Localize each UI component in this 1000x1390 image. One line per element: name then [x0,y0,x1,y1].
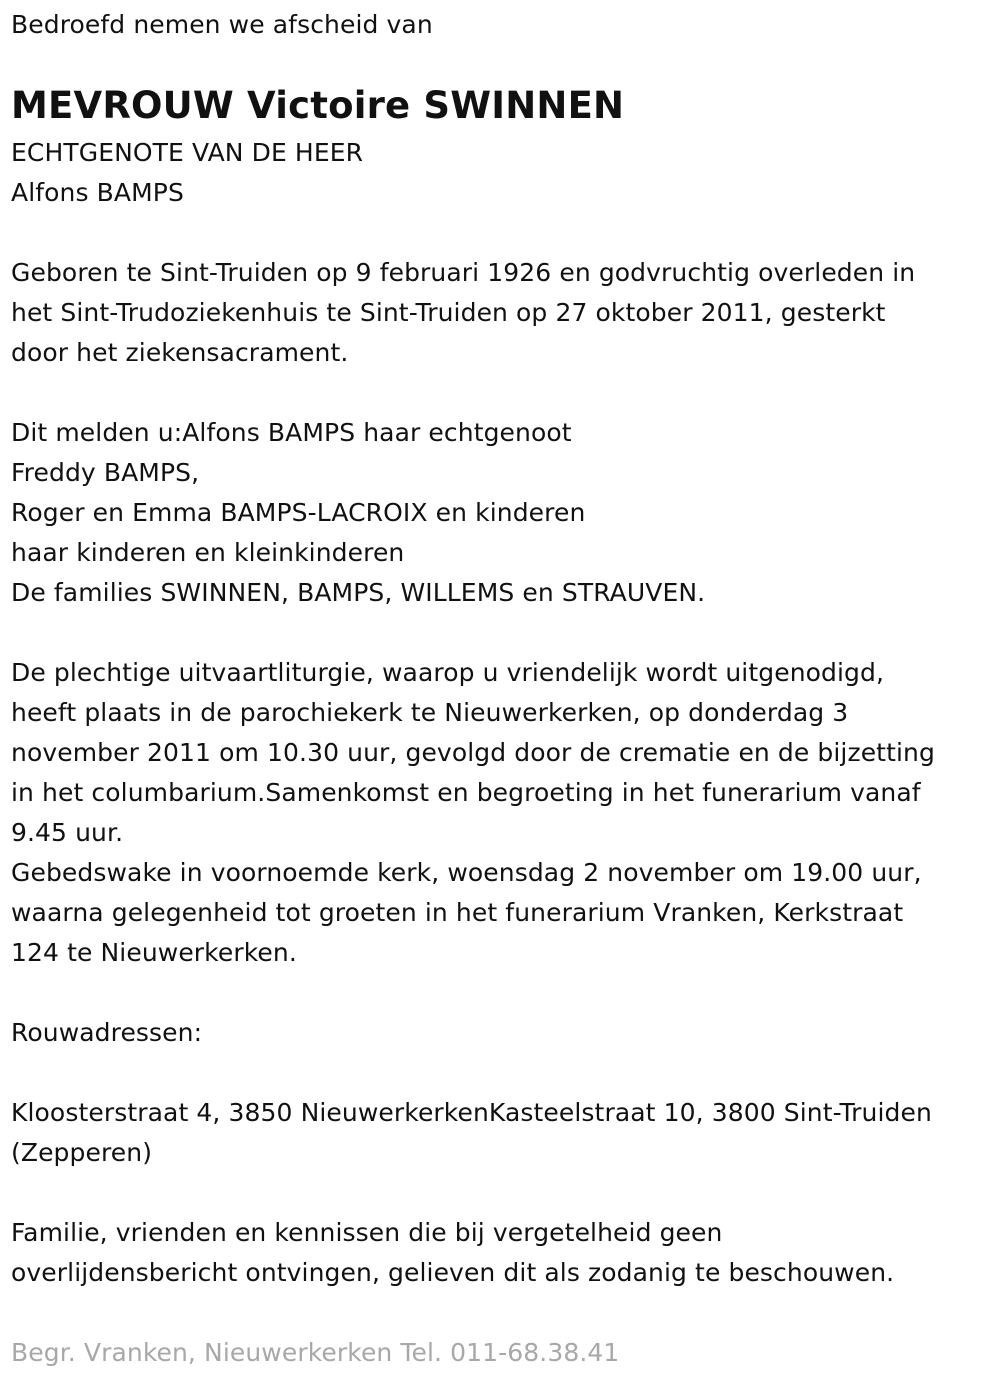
spouse-line: ECHTGENOTE VAN DE HEER [11,138,364,167]
paragraph-line: door het ziekensacrament. [11,338,349,367]
paragraph-line: Gebedswake in voornoemde kerk, woensdag 2 november om 19.00 uur, [11,858,922,887]
paragraph-line: november 2011 om 10.30 uur, gevolgd door de crematie en de bijzetting [11,738,935,767]
family-announcement [11,413,705,613]
family-line: De families SWINNEN, BAMPS, WILLEMS en STRAUVEN. [11,578,706,607]
mourning-addresses-label: Rouwadressen: [11,1018,203,1047]
paragraph-line: Geboren te Sint-Truiden op 9 februari 1926 en godvruchtig overleden in [11,258,916,287]
spouse-section [11,133,363,213]
paragraph-line: overlijdensbericht ontvingen, gelieven dit als zodanig te beschouwen. [11,1258,895,1287]
family-line: haar kinderen en kleinkinderen [11,538,405,567]
mourning-addresses [11,1093,932,1173]
paragraph-line: Familie, vrienden en kennissen die bij vergetelheid geen [11,1218,723,1247]
birth-death-paragraph [11,253,915,373]
paragraph-line: waarna gelegenheid tot groeten in het funerarium Vranken, Kerkstraat [11,898,904,927]
funeral-home-contact: Begr. Vranken, Nieuwerkerken Tel. 011-68.38.41 [11,1338,620,1367]
deceased-name: MEVROUW Victoire SWINNEN [11,84,625,127]
family-line: Freddy BAMPS, [11,458,200,487]
paragraph-line: 9.45 uur. [11,818,124,847]
address-line: Kloosterstraat 4, 3850 NieuwerkerkenKasteelstraat 10, 3800 Sint-Truiden [11,1098,932,1127]
paragraph-line: in het columbarium.Samenkomst en begroeting in het funerarium vanaf [11,778,921,807]
spouse-line: Alfons BAMPS [11,178,184,207]
family-line: Dit melden u:Alfons BAMPS haar echtgenoot [11,418,572,447]
family-line: Roger en Emma BAMPS-LACROIX en kinderen [11,498,586,527]
paragraph-line: heeft plaats in de parochiekerk te Nieuwerkerken, op donderdag 3 [11,698,849,727]
paragraph-line: De plechtige uitvaartliturgie, waarop u vriendelijk wordt uitgenodigd, [11,658,885,687]
address-line: (Zepperen) [11,1138,153,1167]
funeral-service-paragraph [11,653,935,973]
paragraph-line: het Sint-Trudoziekenhuis te Sint-Truiden op 27 oktober 2011, gesterkt [11,298,886,327]
intro-text: Bedroefd nemen we afscheid van [11,10,433,39]
paragraph-line: 124 te Nieuwerkerken. [11,938,297,967]
closing-paragraph [11,1213,894,1293]
